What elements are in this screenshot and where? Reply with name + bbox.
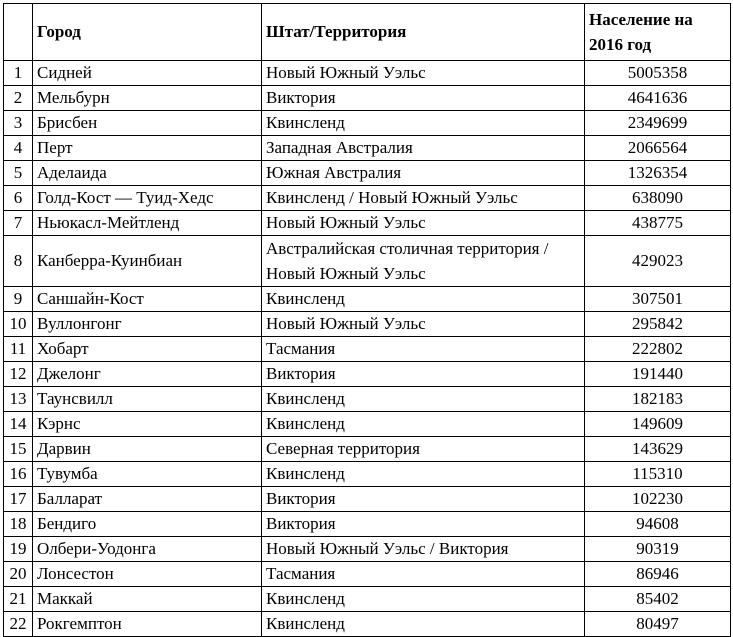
state-cell: Квинсленд [262,387,585,412]
city-cell: Балларат [33,487,262,512]
population-cell: 295842 [585,312,731,337]
row-index: 16 [4,462,33,487]
row-index: 3 [4,111,33,136]
population-cell: 149609 [585,412,731,437]
city-cell: Сидней [33,61,262,86]
state-cell: Тасмания [262,337,585,362]
row-index: 6 [4,186,33,211]
row-index: 4 [4,136,33,161]
row-index: 11 [4,337,33,362]
city-cell: Лонсестон [33,562,262,587]
state-cell: Квинсленд [262,612,585,637]
row-index: 8 [4,236,33,287]
population-cell: 438775 [585,211,731,236]
population-cell: 182183 [585,387,731,412]
header-state: Штат/Территория [262,4,585,61]
city-cell: Мельбурн [33,86,262,111]
population-cell: 4641636 [585,86,731,111]
state-cell: Тасмания [262,562,585,587]
state-cell: Виктория [262,86,585,111]
state-cell: Квинсленд [262,462,585,487]
city-cell: Дарвин [33,437,262,462]
population-cell: 85402 [585,587,731,612]
table-body [4,61,731,637]
state-cell: Западная Австралия [262,136,585,161]
row-index: 2 [4,86,33,111]
population-cell: 191440 [585,362,731,387]
state-cell: Квинсленд [262,111,585,136]
city-cell: Голд-Кост — Туид-Хедс [33,186,262,211]
row-index: 10 [4,312,33,337]
row-index: 21 [4,587,33,612]
population-cell: 222802 [585,337,731,362]
row-index: 19 [4,537,33,562]
population-cell: 638090 [585,186,731,211]
city-cell: Бендиго [33,512,262,537]
state-cell: Квинсленд [262,587,585,612]
city-cell: Джелонг [33,362,262,387]
table-row [4,462,731,487]
row-index: 7 [4,211,33,236]
table-row [4,562,731,587]
population-cell: 102230 [585,487,731,512]
row-index: 22 [4,612,33,637]
city-cell: Аделаида [33,161,262,186]
table-row [4,161,731,186]
table-row [4,236,731,287]
header-index [4,4,33,61]
state-cell: Квинсленд / Новый Южный Уэльс [262,186,585,211]
table-row [4,537,731,562]
header-city: Город [33,4,262,61]
population-cell: 80497 [585,612,731,637]
city-cell: Вуллонгонг [33,312,262,337]
table-row [4,587,731,612]
state-cell: Новый Южный Уэльс [262,61,585,86]
city-cell: Маккай [33,587,262,612]
row-index: 15 [4,437,33,462]
state-cell: Виктория [262,512,585,537]
state-cell: Северная территория [262,437,585,462]
city-cell: Перт [33,136,262,161]
row-index: 14 [4,412,33,437]
table-row [4,111,731,136]
header-population: Население на 2016 год [585,4,731,61]
city-cell: Брисбен [33,111,262,136]
state-cell: Квинсленд [262,412,585,437]
row-index: 9 [4,287,33,312]
table-row [4,312,731,337]
table-row [4,437,731,462]
row-index: 13 [4,387,33,412]
table-row [4,186,731,211]
row-index: 18 [4,512,33,537]
row-index: 5 [4,161,33,186]
population-cell: 143629 [585,437,731,462]
state-cell: Квинсленд [262,287,585,312]
city-population-table [3,3,731,637]
state-cell: Виктория [262,487,585,512]
table-row [4,337,731,362]
state-cell: Новый Южный Уэльс [262,312,585,337]
table-row [4,412,731,437]
city-cell: Таунсвилл [33,387,262,412]
city-cell: Хобарт [33,337,262,362]
city-cell: Олбери-Уодонга [33,537,262,562]
state-cell: Виктория [262,362,585,387]
table-row [4,86,731,111]
row-index: 20 [4,562,33,587]
table-row [4,287,731,312]
city-cell: Кэрнс [33,412,262,437]
table-row [4,211,731,236]
population-cell: 2066564 [585,136,731,161]
city-cell: Тувумба [33,462,262,487]
population-cell: 5005358 [585,61,731,86]
table-row [4,61,731,86]
city-cell: Рокгемптон [33,612,262,637]
table-row [4,512,731,537]
population-cell: 2349699 [585,111,731,136]
table-row [4,362,731,387]
state-cell: Австралийская столичная территория / Новый Южный Уэльс [262,236,585,287]
state-cell: Новый Южный Уэльс / Виктория [262,537,585,562]
population-cell: 307501 [585,287,731,312]
population-cell: 429023 [585,236,731,287]
city-cell: Ньюкасл-Мейтленд [33,211,262,236]
table-row [4,387,731,412]
row-index: 1 [4,61,33,86]
population-cell: 90319 [585,537,731,562]
population-cell: 94608 [585,512,731,537]
table-row [4,612,731,637]
city-cell: Канберра-Куинбиан [33,236,262,287]
state-cell: Южная Австралия [262,161,585,186]
population-cell: 1326354 [585,161,731,186]
city-cell: Саншайн-Кост [33,287,262,312]
header-row [4,4,731,61]
state-cell: Новый Южный Уэльс [262,211,585,236]
population-cell: 86946 [585,562,731,587]
row-index: 17 [4,487,33,512]
table-row [4,136,731,161]
population-cell: 115310 [585,462,731,487]
table-row [4,487,731,512]
row-index: 12 [4,362,33,387]
